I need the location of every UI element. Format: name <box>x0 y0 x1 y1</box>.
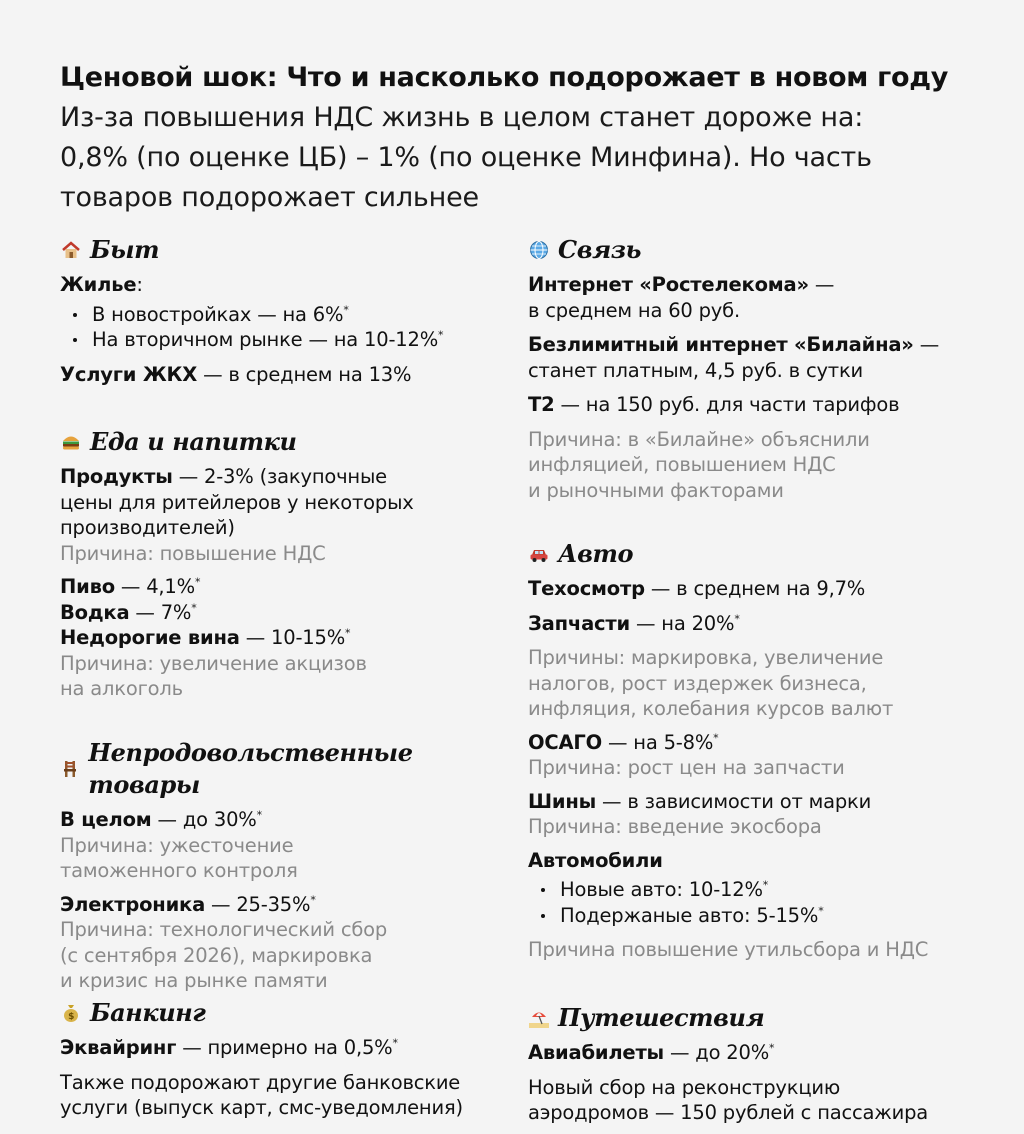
alcohol-reason: Причина: увеличение акцизов на алкоголь <box>60 651 367 700</box>
overall-reason: Причина: ужесточение таможенного контроля <box>60 833 298 882</box>
acquiring-line: Эквайринг — примерно на 0,5%* <box>60 1036 398 1059</box>
section-title-text: Непродовольственные товары <box>88 738 413 799</box>
house-icon <box>60 239 82 261</box>
rostelecom-line: Интернет «Ростелекома» — в среднем на 60 руб. <box>528 273 835 322</box>
osago-reason: Причина: рост цен на запчасти <box>528 756 845 779</box>
electronics-reason: Причина: технологический сбор (с сентября 2026), маркировка и кризис на рынке памяти <box>60 918 388 992</box>
section-banking <box>60 997 500 1121</box>
beer-line: Пиво — 4,1%* <box>60 575 201 598</box>
section-title <box>60 997 500 1029</box>
svg-text:$: $ <box>68 1012 74 1022</box>
beeline-line: Безлимитный интернет «Билайна» — станет платным, 4,5 руб. в сутки <box>528 333 940 382</box>
money-bag-icon <box>60 1002 82 1024</box>
section-travel <box>528 1002 968 1126</box>
parts-reason: Причины: маркировка, увеличение налогов, рост издержек бизнеса, инфляция, колебания курсов валют <box>528 646 894 720</box>
parts-line: Запчасти — на 20%* <box>528 611 740 635</box>
page-subtitle <box>60 98 960 218</box>
page-title: Ценовой шок: Что и насколько подорожает в новом году <box>60 62 949 93</box>
air-line: Авиабилеты — до 20%* <box>528 1041 775 1064</box>
products-reason: Причина: повышение НДС <box>60 541 326 565</box>
airport-fee: Новый сбор на реконструкцию аэродромов — 150 рублей с пассажира <box>528 1075 929 1124</box>
banking-other: Также подорожают другие банковские услуги (выпуск карт, смс-уведомления) <box>60 1070 463 1119</box>
section-telecom <box>528 234 968 503</box>
cars-list <box>528 877 968 928</box>
subtitle-line: Из-за повышения НДС жизнь в целом станет дороже на: <box>60 102 864 133</box>
beach-umbrella-icon <box>528 1007 550 1029</box>
list-item: В новостройках — на 6%* <box>60 302 500 328</box>
vodka-line: Водка — 7%* <box>60 600 197 624</box>
osago-line: ОСАГО — на 5-8%* <box>528 730 719 754</box>
section-title-text: Путешествия <box>558 1003 765 1032</box>
section-title <box>60 737 500 801</box>
telecom-reason: Причина: в «Билайне» объяснили инфляцией, повышением НДС и рыночными факторами <box>528 427 870 502</box>
section-title-text: Авто <box>558 539 634 568</box>
inspection-line: Техосмотр — в среднем на 9,7% <box>528 577 866 600</box>
section-title <box>528 538 968 570</box>
section-nonfood <box>60 737 500 994</box>
globe-icon <box>528 239 550 261</box>
tires-line: Шины — в зависимости от марки <box>528 789 872 813</box>
overall-line: В целом — до 30%* <box>60 808 262 831</box>
section-title-text: Банкинг <box>90 998 206 1027</box>
section-title <box>60 234 500 266</box>
cars-reason: Причина повышение утильсбора и НДС <box>528 938 929 961</box>
section-title <box>528 234 968 266</box>
section-title <box>528 1002 968 1034</box>
burger-icon <box>60 431 82 453</box>
section-title <box>60 426 500 458</box>
list-item: Подержаные авто: 5-15%* <box>528 903 968 929</box>
chair-icon <box>60 758 80 780</box>
subtitle-line: товаров подорожает сильнее <box>60 182 479 213</box>
cars-heading: Автомобили <box>528 848 663 872</box>
section-title-text: Еда и напитки <box>90 427 297 456</box>
section-byt <box>60 234 500 387</box>
car-icon <box>528 543 550 565</box>
list-item: Новые авто: 10-12%* <box>528 877 968 903</box>
utilities-line: Услуги ЖКХ — в среднем на 13% <box>60 362 412 386</box>
products-line: Продукты — 2-3% (закупочные цены для ритейлеров у некоторых производителей) <box>60 465 414 539</box>
electronics-line: Электроника — 25-35%* <box>60 892 316 916</box>
section-food <box>60 426 500 702</box>
housing-list <box>60 302 500 353</box>
subtitle-line: 0,8% (по оценке ЦБ) – 1% (по оценке Минфина). Но часть <box>60 142 872 173</box>
tires-reason: Причина: введение экосбора <box>528 815 822 838</box>
list-item: На вторичном рынке — на 10-12%* <box>60 327 500 353</box>
housing-heading: Жилье: <box>60 273 143 296</box>
section-title-text: Быт <box>90 235 160 264</box>
t2-line: Т2 — на 150 руб. для части тарифов <box>528 393 900 416</box>
section-auto <box>528 538 968 963</box>
section-title-text: Связь <box>558 235 642 264</box>
wine-line: Недорогие вина — 10-15%* <box>60 626 351 649</box>
